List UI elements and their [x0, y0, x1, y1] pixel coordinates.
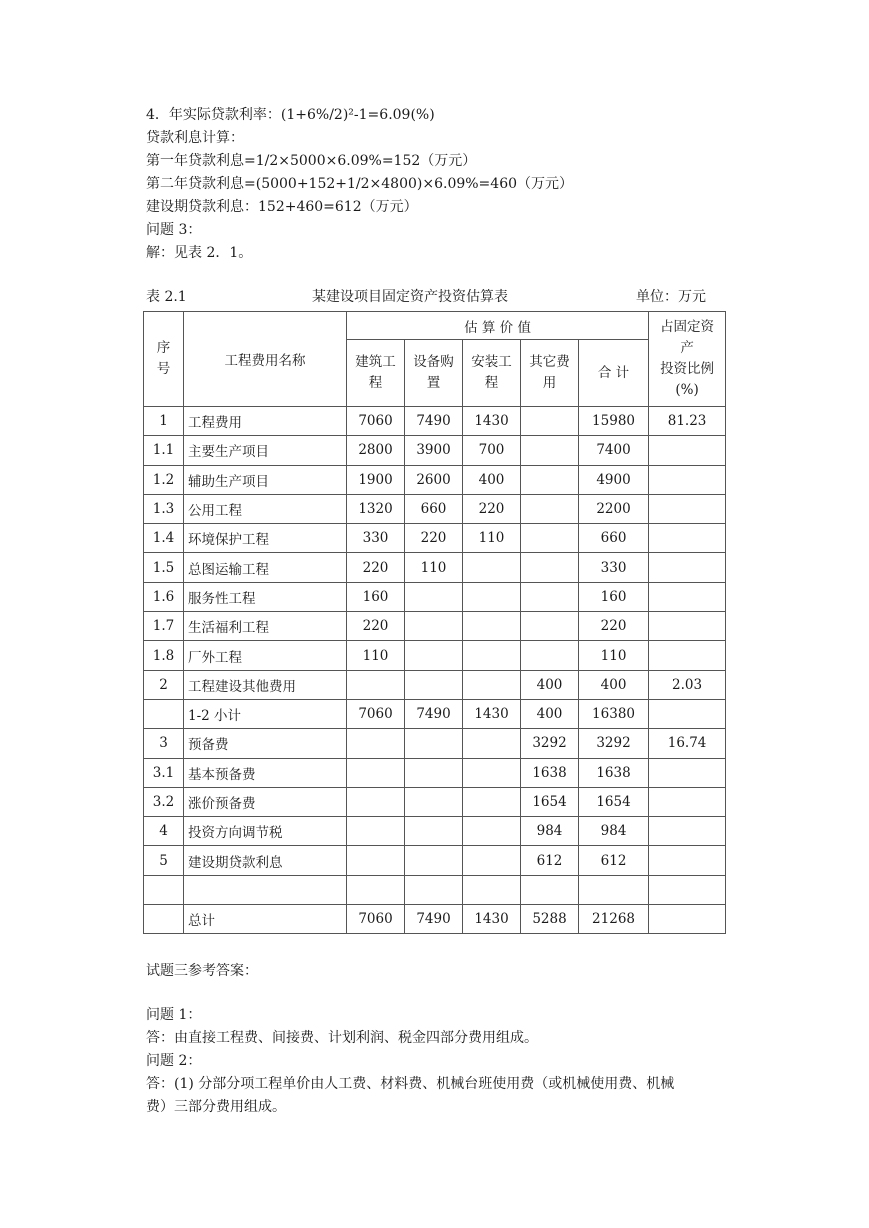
equipment-cell: [405, 758, 463, 787]
ratio-cell: [649, 846, 726, 875]
ratio-cell: [649, 582, 726, 611]
name-cell: 涨价预备费: [184, 787, 347, 816]
total-cell: 612: [579, 846, 649, 875]
table-number: 表 2.1: [146, 289, 187, 305]
table-row: [144, 494, 726, 523]
seq-cell: 1.5: [144, 553, 184, 582]
construction-cell: 1320: [347, 494, 405, 523]
header-construction-label: 建筑工 程: [355, 354, 396, 391]
name-cell: 投资方向调节税: [184, 817, 347, 846]
seq-cell: 1.4: [144, 524, 184, 553]
installation-cell: [463, 670, 521, 699]
ratio-cell: [649, 494, 726, 523]
name-cell: 预备费: [184, 729, 347, 758]
table-row: [144, 817, 726, 846]
construction-cell: 220: [347, 612, 405, 641]
installation-cell: [463, 582, 521, 611]
name-cell: 辅助生产项目: [184, 465, 347, 494]
ratio-cell: 81.23: [649, 407, 726, 436]
installation-cell: 220: [463, 494, 521, 523]
equipment-cell: 7490: [405, 905, 463, 934]
equipment-cell: [405, 787, 463, 816]
seq-cell: 1.3: [144, 494, 184, 523]
construction-cell: 2800: [347, 436, 405, 465]
equipment-cell: [405, 875, 463, 904]
construction-cell: [347, 817, 405, 846]
header-other-label: 其它费 用: [529, 354, 570, 391]
seq-cell: [144, 699, 184, 728]
seq-cell: 1.1: [144, 436, 184, 465]
total-cell: 21268: [579, 905, 649, 934]
header-other: [521, 340, 579, 407]
ratio-cell: [649, 612, 726, 641]
table-row: [144, 729, 726, 758]
construction-cell: 110: [347, 641, 405, 670]
construction-cell: [347, 729, 405, 758]
header-construction: [347, 340, 405, 407]
seq-cell: 3: [144, 729, 184, 758]
total-cell: 400: [579, 670, 649, 699]
seq-cell: 1.8: [144, 641, 184, 670]
header-ratio-label: 占固定资 产 投资比例 (%): [660, 319, 715, 398]
name-cell: 公用工程: [184, 494, 347, 523]
other-cost-cell: 5288: [521, 905, 579, 934]
name-cell: 服务性工程: [184, 582, 347, 611]
table-row: [144, 407, 726, 436]
installation-cell: [463, 641, 521, 670]
intro-line: 问题 3：: [146, 222, 202, 238]
ratio-cell: 16.74: [649, 729, 726, 758]
header-installation: [463, 340, 521, 407]
other-cost-cell: [521, 407, 579, 436]
name-cell: 厂外工程: [184, 641, 347, 670]
table-row: [144, 612, 726, 641]
total-cell: 1638: [579, 758, 649, 787]
other-cost-cell: [521, 875, 579, 904]
table-row: [144, 436, 726, 465]
ratio-cell: [649, 787, 726, 816]
installation-cell: 400: [463, 465, 521, 494]
ratio-cell: [649, 875, 726, 904]
answer-line: 费）三部分费用组成。: [146, 1099, 286, 1115]
total-cell: 3292: [579, 729, 649, 758]
name-cell: 生活福利工程: [184, 612, 347, 641]
installation-cell: [463, 787, 521, 816]
seq-cell: 1.7: [144, 612, 184, 641]
construction-cell: 220: [347, 553, 405, 582]
answers-paragraph: [146, 1004, 674, 1119]
ratio-cell: [649, 524, 726, 553]
header-total: [579, 340, 649, 407]
ratio-cell: [649, 641, 726, 670]
table-row: [144, 787, 726, 816]
other-cost-cell: [521, 582, 579, 611]
equipment-cell: 7490: [405, 407, 463, 436]
name-cell: 基本预备费: [184, 758, 347, 787]
construction-cell: 330: [347, 524, 405, 553]
table-title: 某建设项目固定资产投资估算表: [312, 289, 508, 305]
other-cost-cell: 1654: [521, 787, 579, 816]
intro-line: 第二年贷款利息=(5000+152+1/2×4800)×6.09%=460（万元）: [146, 176, 574, 192]
intro-line: 贷款利息计算：: [146, 130, 244, 146]
total-cell: 660: [579, 524, 649, 553]
seq-cell: 4: [144, 817, 184, 846]
header-equipment: [405, 340, 463, 407]
answer-line: 问题 2：: [146, 1053, 202, 1069]
answer-line: 答：由直接工程费、间接费、计划利润、税金四部分费用组成。: [146, 1030, 538, 1046]
equipment-cell: 110: [405, 553, 463, 582]
seq-cell: 5: [144, 846, 184, 875]
installation-cell: [463, 846, 521, 875]
header-equipment-label: 设备购 置: [413, 354, 454, 391]
equipment-cell: 3900: [405, 436, 463, 465]
construction-cell: 160: [347, 582, 405, 611]
ratio-cell: [649, 436, 726, 465]
table-row: [144, 553, 726, 582]
table-row: [144, 465, 726, 494]
table-row: [144, 582, 726, 611]
ratio-cell: [649, 905, 726, 934]
answer-line: 问题 1：: [146, 1007, 202, 1023]
total-cell: 7400: [579, 436, 649, 465]
intro-paragraph: [146, 104, 573, 265]
installation-cell: [463, 758, 521, 787]
other-cost-cell: [521, 553, 579, 582]
ratio-cell: [649, 758, 726, 787]
ratio-cell: [649, 817, 726, 846]
header-estimate-group-label: 估 算 价 值: [464, 319, 531, 336]
construction-cell: 7060: [347, 407, 405, 436]
table-unit: 单位：万元: [636, 289, 706, 305]
seq-cell: 3.2: [144, 787, 184, 816]
ratio-cell: [649, 465, 726, 494]
equipment-cell: [405, 670, 463, 699]
equipment-cell: 220: [405, 524, 463, 553]
table-row: [144, 524, 726, 553]
seq-cell: [144, 905, 184, 934]
seq-cell: [144, 875, 184, 904]
table-row: [144, 699, 726, 728]
header-name-label: 工程费用名称: [224, 353, 306, 369]
name-cell: 工程建设其他费用: [184, 670, 347, 699]
construction-cell: [347, 670, 405, 699]
installation-cell: 1430: [463, 699, 521, 728]
construction-cell: [347, 846, 405, 875]
ratio-cell: [649, 553, 726, 582]
equipment-cell: [405, 582, 463, 611]
total-cell: 1654: [579, 787, 649, 816]
other-cost-cell: [521, 494, 579, 523]
installation-cell: [463, 729, 521, 758]
equipment-cell: [405, 846, 463, 875]
installation-cell: 1430: [463, 905, 521, 934]
equipment-cell: 7490: [405, 699, 463, 728]
other-cost-cell: [521, 612, 579, 641]
installation-cell: [463, 612, 521, 641]
seq-cell: 1: [144, 407, 184, 436]
total-cell: 220: [579, 612, 649, 641]
other-cost-cell: [521, 436, 579, 465]
total-cell: 16380: [579, 699, 649, 728]
total-cell: 160: [579, 582, 649, 611]
total-cell: [579, 875, 649, 904]
equipment-cell: 2600: [405, 465, 463, 494]
seq-cell: 3.1: [144, 758, 184, 787]
installation-cell: 700: [463, 436, 521, 465]
construction-cell: 1900: [347, 465, 405, 494]
other-cost-cell: 3292: [521, 729, 579, 758]
other-cost-cell: 984: [521, 817, 579, 846]
ratio-cell: 2.03: [649, 670, 726, 699]
total-cell: 984: [579, 817, 649, 846]
installation-cell: [463, 817, 521, 846]
other-cost-cell: 400: [521, 699, 579, 728]
header-seq: [144, 312, 184, 407]
header-ratio: [649, 312, 726, 407]
construction-cell: [347, 787, 405, 816]
equipment-cell: [405, 817, 463, 846]
name-cell: [184, 875, 347, 904]
construction-cell: [347, 875, 405, 904]
other-cost-cell: [521, 524, 579, 553]
total-cell: 4900: [579, 465, 649, 494]
table-row: [144, 641, 726, 670]
total-cell: 15980: [579, 407, 649, 436]
table-row: [144, 670, 726, 699]
table-body: [144, 407, 726, 934]
intro-line: 解：见表 2．1。: [146, 245, 253, 261]
total-cell: 110: [579, 641, 649, 670]
name-cell: 建设期贷款利息: [184, 846, 347, 875]
ratio-cell: [649, 699, 726, 728]
header-total-label: 合 计: [597, 364, 630, 381]
construction-cell: 7060: [347, 699, 405, 728]
installation-cell: 110: [463, 524, 521, 553]
header-name: [184, 312, 347, 407]
name-cell: 1-2 小计: [184, 699, 347, 728]
table-row: [144, 905, 726, 934]
table-row: [144, 846, 726, 875]
answer-line: 答：(1) 分部分项工程单价由人工费、材料费、机械台班使用费（或机械使用费、机械: [146, 1076, 675, 1092]
equipment-cell: 660: [405, 494, 463, 523]
name-cell: 总图运输工程: [184, 553, 347, 582]
seq-cell: 1.2: [144, 465, 184, 494]
intro-line: 第一年贷款利息=1/2×5000×6.09%=152（万元）: [146, 153, 477, 169]
installation-cell: 1430: [463, 407, 521, 436]
seq-cell: 1.6: [144, 582, 184, 611]
equipment-cell: [405, 641, 463, 670]
intro-line: 4．年实际贷款利率：(1+6%/2)²-1=6.09(%): [146, 107, 435, 123]
investment-estimate-table: [143, 311, 726, 934]
header-estimate-group: [347, 312, 649, 340]
intro-line: 建设期贷款利息：152+460=612（万元）: [146, 199, 418, 215]
table-row: [144, 758, 726, 787]
other-cost-cell: 612: [521, 846, 579, 875]
other-cost-cell: 400: [521, 670, 579, 699]
table-row: [144, 875, 726, 904]
equipment-cell: [405, 612, 463, 641]
other-cost-cell: 1638: [521, 758, 579, 787]
total-cell: 2200: [579, 494, 649, 523]
total-cell: 330: [579, 553, 649, 582]
header-seq-label: 序 号: [156, 340, 171, 377]
construction-cell: 7060: [347, 905, 405, 934]
header-installation-label: 安装工 程: [471, 354, 512, 391]
construction-cell: [347, 758, 405, 787]
name-cell: 主要生产项目: [184, 436, 347, 465]
seq-cell: 2: [144, 670, 184, 699]
other-cost-cell: [521, 465, 579, 494]
installation-cell: [463, 553, 521, 582]
name-cell: 工程费用: [184, 407, 347, 436]
name-cell: 环境保护工程: [184, 524, 347, 553]
installation-cell: [463, 875, 521, 904]
equipment-cell: [405, 729, 463, 758]
other-cost-cell: [521, 641, 579, 670]
section-title: 试题三参考答案：: [146, 963, 258, 979]
name-cell: 总计: [184, 905, 347, 934]
